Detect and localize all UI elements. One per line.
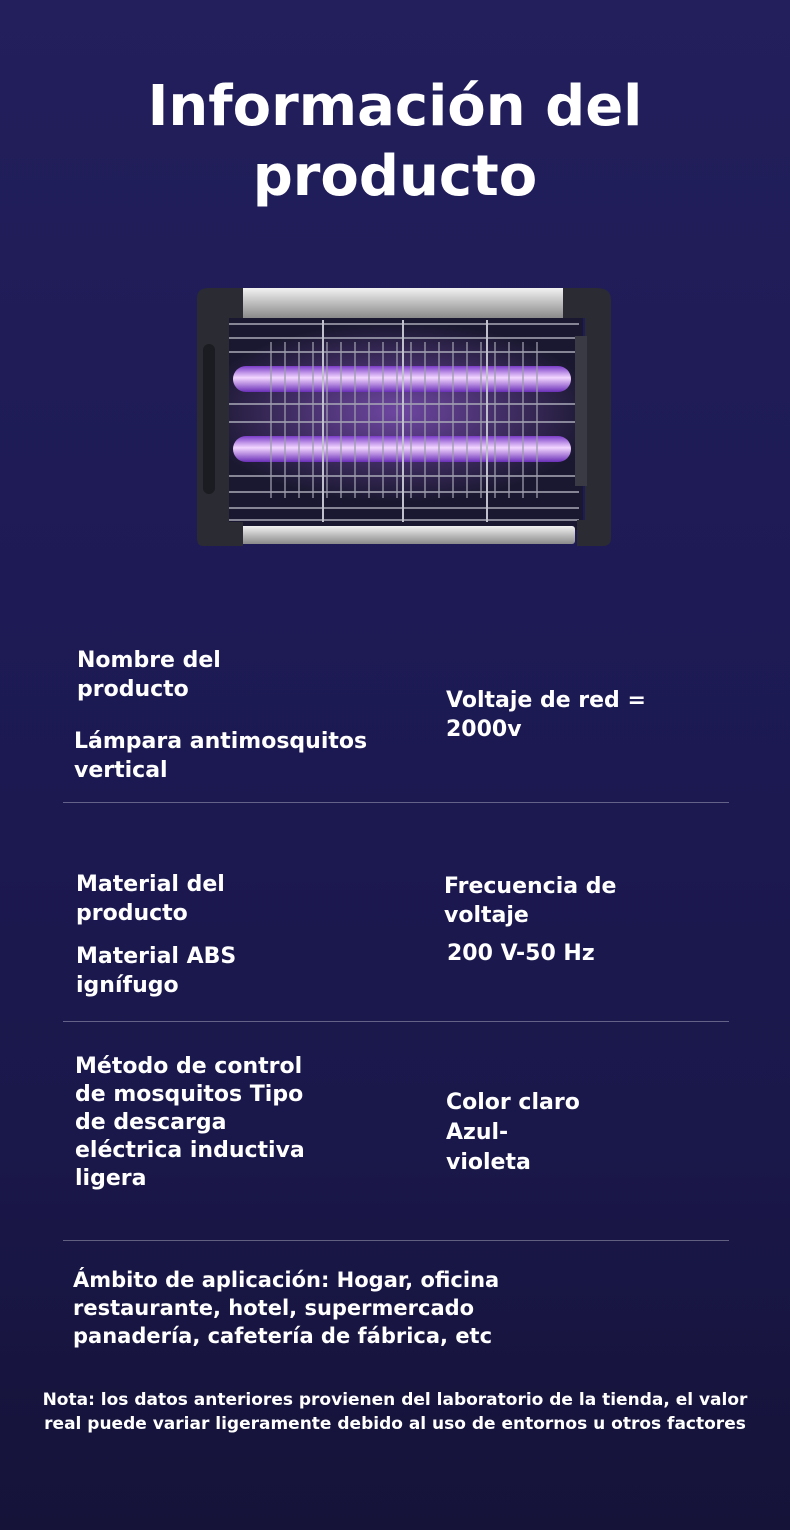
divider (63, 1240, 729, 1241)
disclaimer-note: Nota: los datos anteriores provienen del laboratorio de la tienda, el valor real puede variar ligeramente debido al uso de entornos u otros factores (42, 1390, 748, 1434)
voltage-spec: Voltaje de red = 2000v (446, 688, 646, 742)
material-value: Material ABS ignífugo (76, 944, 237, 998)
product-name-value: Lámpara antimosquitos vertical (74, 729, 368, 783)
divider (63, 1021, 729, 1022)
frequency-value: 200 V-50 Hz (447, 941, 595, 966)
title-line-2: producto (252, 144, 538, 209)
material-label: Material del producto (76, 872, 225, 926)
product-name-label: Nombre del producto (77, 648, 221, 702)
control-method-spec: Método de control de mosquitos Tipo de descarga eléctrica inductiva ligera (75, 1054, 305, 1191)
application-scope: Ámbito de aplicación: Hogar, oficina restaurante, hotel, supermercado panadería, cafetería de fábrica, etc (73, 1268, 500, 1348)
title-line-1: Información del (147, 74, 643, 139)
frequency-label: Frecuencia de voltaje (444, 874, 617, 928)
page-title (0, 72, 790, 212)
mosquito-lamp-image (193, 284, 613, 548)
divider (63, 802, 729, 803)
light-color-spec: Color claro Azul- violeta (446, 1090, 580, 1175)
